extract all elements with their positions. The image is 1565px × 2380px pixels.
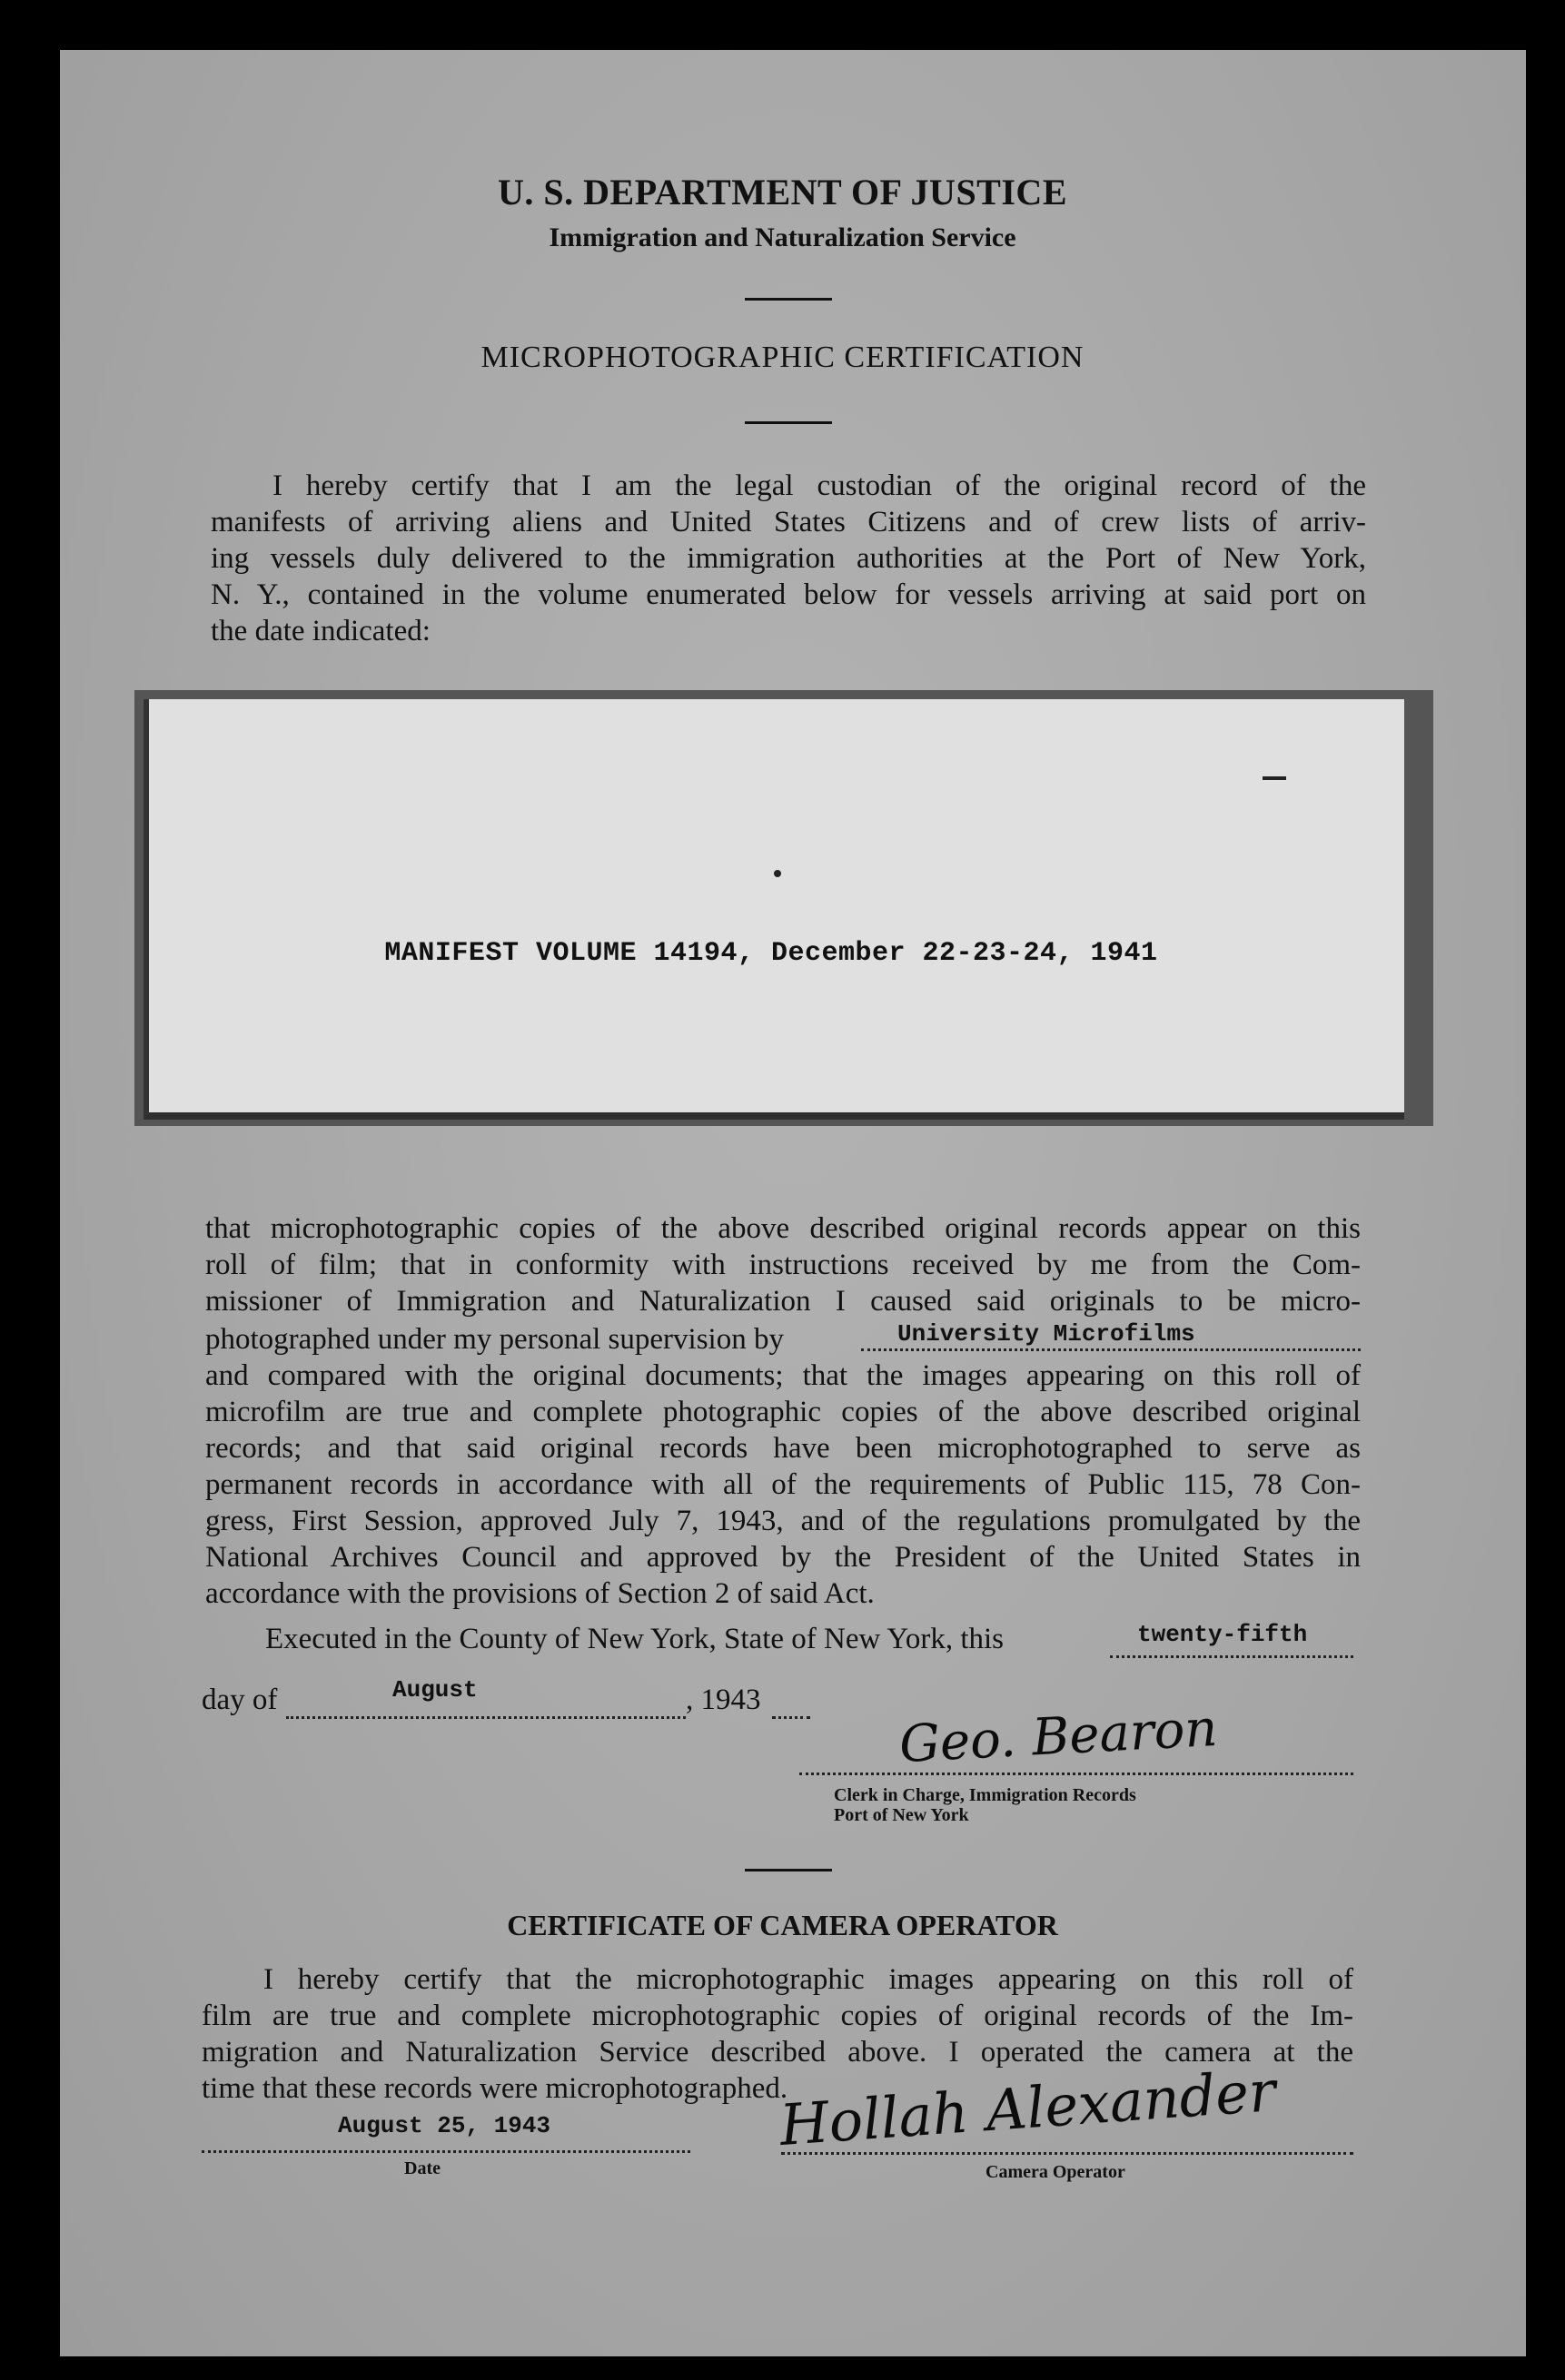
manifest-volume-text: MANIFEST VOLUME 14194, December 22-23-24, 1941 — [384, 938, 1158, 969]
speck-mark — [1263, 776, 1286, 780]
supervision-line — [205, 1321, 1361, 1358]
service-subheading: Immigration and Naturalization Service — [549, 222, 1016, 252]
supervision-name-field: University Microfilms — [897, 1320, 1195, 1348]
camera-certificate-title: CERTIFICATE OF CAMERA OPERATOR — [507, 1909, 1058, 1941]
department-heading: U. S. DEPARTMENT OF JUSTICE — [498, 172, 1067, 212]
day-of-label: day of — [202, 1684, 278, 1716]
operator-signature-line — [781, 2125, 1353, 2155]
month-dotted-line — [286, 1689, 686, 1719]
day-value-field: twenty-fifth — [1137, 1621, 1308, 1648]
body-line: accordance with the provisions of Section 2 of said Act. — [205, 1577, 875, 1610]
execution-line — [265, 1621, 1004, 1657]
speck-mark — [774, 870, 781, 877]
camera-line: time that these records were microphotographed. — [202, 2072, 788, 2105]
intro-line: ing vessels duly delivered to the immigration authorities at the Port of New York, — [211, 542, 1366, 575]
form-title: MICROPHOTOGRAPHIC CERTIFICATION — [480, 341, 1085, 374]
body-line: National Archives Council and approved by the President of the United States in — [205, 1541, 1361, 1574]
intro-paragraph — [211, 468, 1366, 649]
operator-signature: Hollah Alexander — [778, 2058, 1278, 2158]
year-text: , 1943 — [686, 1684, 761, 1716]
volume-card — [144, 699, 1404, 1120]
clerk-title-line1: Clerk in Charge, Immigration Records — [834, 1785, 1136, 1805]
body-line: microfilm are true and complete photographic copies of the above described original — [205, 1396, 1361, 1428]
divider-rule — [745, 298, 832, 301]
clerk-title-line2: Port of New York — [834, 1805, 969, 1825]
body-line: gress, First Session, approved July 7, 1943, and of the regulations promulgated by the — [205, 1505, 1361, 1537]
operator-label: Camera Operator — [986, 2162, 1125, 2182]
supervision-prefix: photographed under my personal supervision by — [205, 1323, 784, 1356]
body-line: and compared with the original documents; that the images appearing on this roll of — [205, 1359, 1361, 1392]
divider-rule — [745, 421, 832, 424]
execution-prefix: Executed in the County of New York, State of New York, this — [265, 1623, 1005, 1655]
body-line: missioner of Immigration and Naturalization I caused said originals to be micro- — [205, 1285, 1361, 1318]
body-paragraph-a — [205, 1210, 1361, 1319]
camera-line: film are true and complete microphotographic copies of original records of the Im- — [202, 2000, 1353, 2032]
date-value-field: August 25, 1943 — [338, 2112, 551, 2139]
month-value-field: August — [392, 1676, 478, 1704]
clerk-signature-line — [799, 1747, 1353, 1775]
intro-line: the date indicated: — [211, 615, 431, 647]
intro-line: I hereby certify that I am the legal custodian of the original record of the — [272, 469, 1366, 502]
body-line: that microphotographic copies of the above described original records appear on this — [205, 1212, 1361, 1245]
date-label: Date — [404, 2158, 441, 2178]
year-dotted-line — [772, 1689, 810, 1719]
body-paragraph-b — [205, 1358, 1361, 1612]
divider-rule — [745, 1869, 832, 1871]
camera-line: I hereby certify that the microphotographic images appearing on this roll of — [263, 1963, 1353, 1996]
clerk-signature: Geo. Bearon — [897, 1698, 1219, 1775]
intro-line: manifests of arriving aliens and United States Citizens and of crew lists of arriv- — [211, 506, 1366, 538]
intro-line: N. Y., contained in the volume enumerated below for vessels arriving at said port on — [211, 578, 1366, 611]
body-line: permanent records in accordance with all of the requirements of Public 115, 78 Con- — [205, 1468, 1361, 1501]
body-line: roll of film; that in conformity with instructions received by me from the Com- — [205, 1249, 1361, 1281]
body-line: records; and that said original records have been microphotographed to serve as — [205, 1432, 1361, 1465]
camera-line: migration and Naturalization Service described above. I operated the camera at the — [202, 2036, 1353, 2069]
